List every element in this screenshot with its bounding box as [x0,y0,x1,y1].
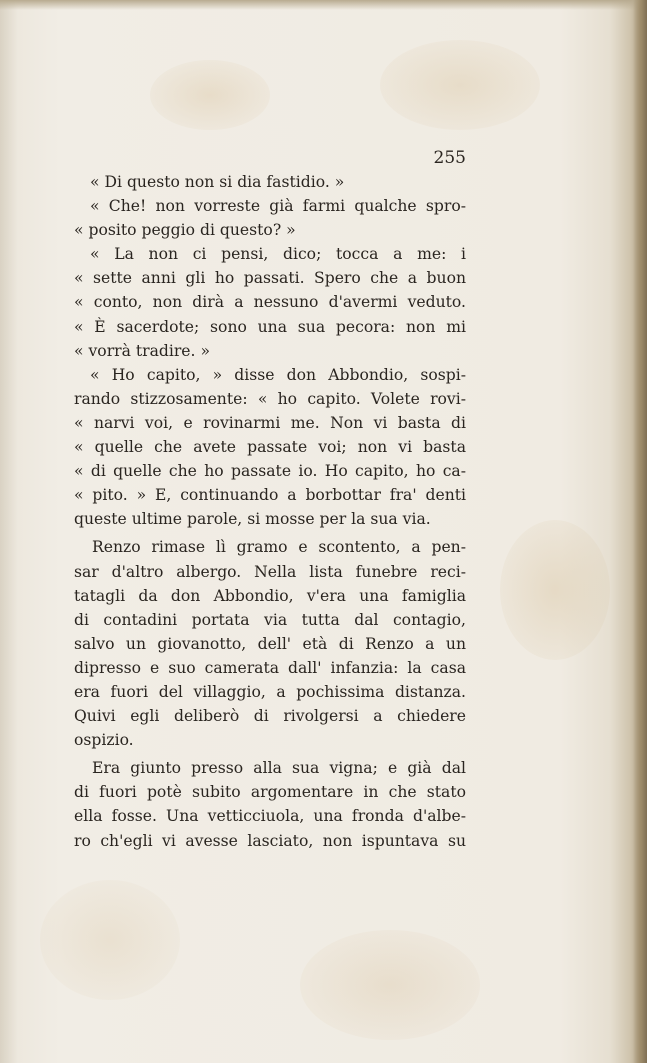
text-line: « di quelle che ho passate io. Ho capito, ho ca- [74,462,466,481]
paper-stain [150,60,270,130]
text-line: « La non ci pensi, dico; tocca a me: i [90,245,466,264]
text-line: « posito peggio di questo? » [74,221,296,240]
text-line: di fuori potè subito argomentare in che stato [74,783,466,802]
text-line: di contadini portata via tutta dal contagio, [74,610,466,629]
text-line: « quelle che avete passate voi; non vi basta [74,438,466,457]
page-right-edge [633,0,647,1063]
body-text [74,170,466,853]
text-line: « Di questo non si dia fastidio. » [90,173,345,191]
paper-stain [500,520,610,660]
text-line: ella fosse. Una vetticciuola, una fronda d'albe- [74,807,466,826]
page-number: 255 [433,148,466,168]
text-line: ro ch'egli vi avesse lasciato, non ispuntava su [74,831,466,850]
text-line: « È sacerdote; sono una sua pecora: non mi [74,317,466,336]
text-line: rando stizzosamente: « ho capito. Volete rovi- [74,389,466,408]
paper-stain [300,930,480,1040]
paper-stain [380,40,540,130]
text-line: « conto, non dirà a nessuno d'avermi veduto. [74,293,466,312]
text-line: Renzo rimase lì gramo e scontento, a pen- [92,538,466,557]
text-line: ospizio. [74,731,134,750]
text-line: « Che! non vorreste già farmi qualche spro- [90,197,466,216]
text-line: « vorrà tradire. » [74,341,210,360]
text-line: « pito. » E, continuando a borbottar fra' denti [74,486,466,505]
text-line: queste ultime parole, si mosse per la sua via. [74,510,431,529]
paper-stain [40,880,180,1000]
text-line: dipresso e suo camerata dall' infanzia: la casa [74,658,466,677]
text-line: « sette anni gli ho passati. Spero che a buon [74,269,466,288]
text-line: sar d'altro albergo. Nella lista funebre reci- [74,562,466,581]
page-top-edge [0,0,647,10]
text-line: « narvi voi, e rovinarmi me. Non vi basta di [74,413,466,432]
text-line: salvo un giovanotto, dell' età di Renzo a un [74,634,466,653]
text-line: era fuori del villaggio, a pochissima distanza. [74,682,466,701]
text-line: tatagli da don Abbondio, v'era una famiglia [74,586,466,605]
text-line: Era giunto presso alla sua vigna; e già dal [92,759,466,778]
text-line: Quivi egli deliberò di rivolgersi a chiedere [74,707,466,726]
text-line: « Ho capito, » disse don Abbondio, sospi- [90,365,466,384]
